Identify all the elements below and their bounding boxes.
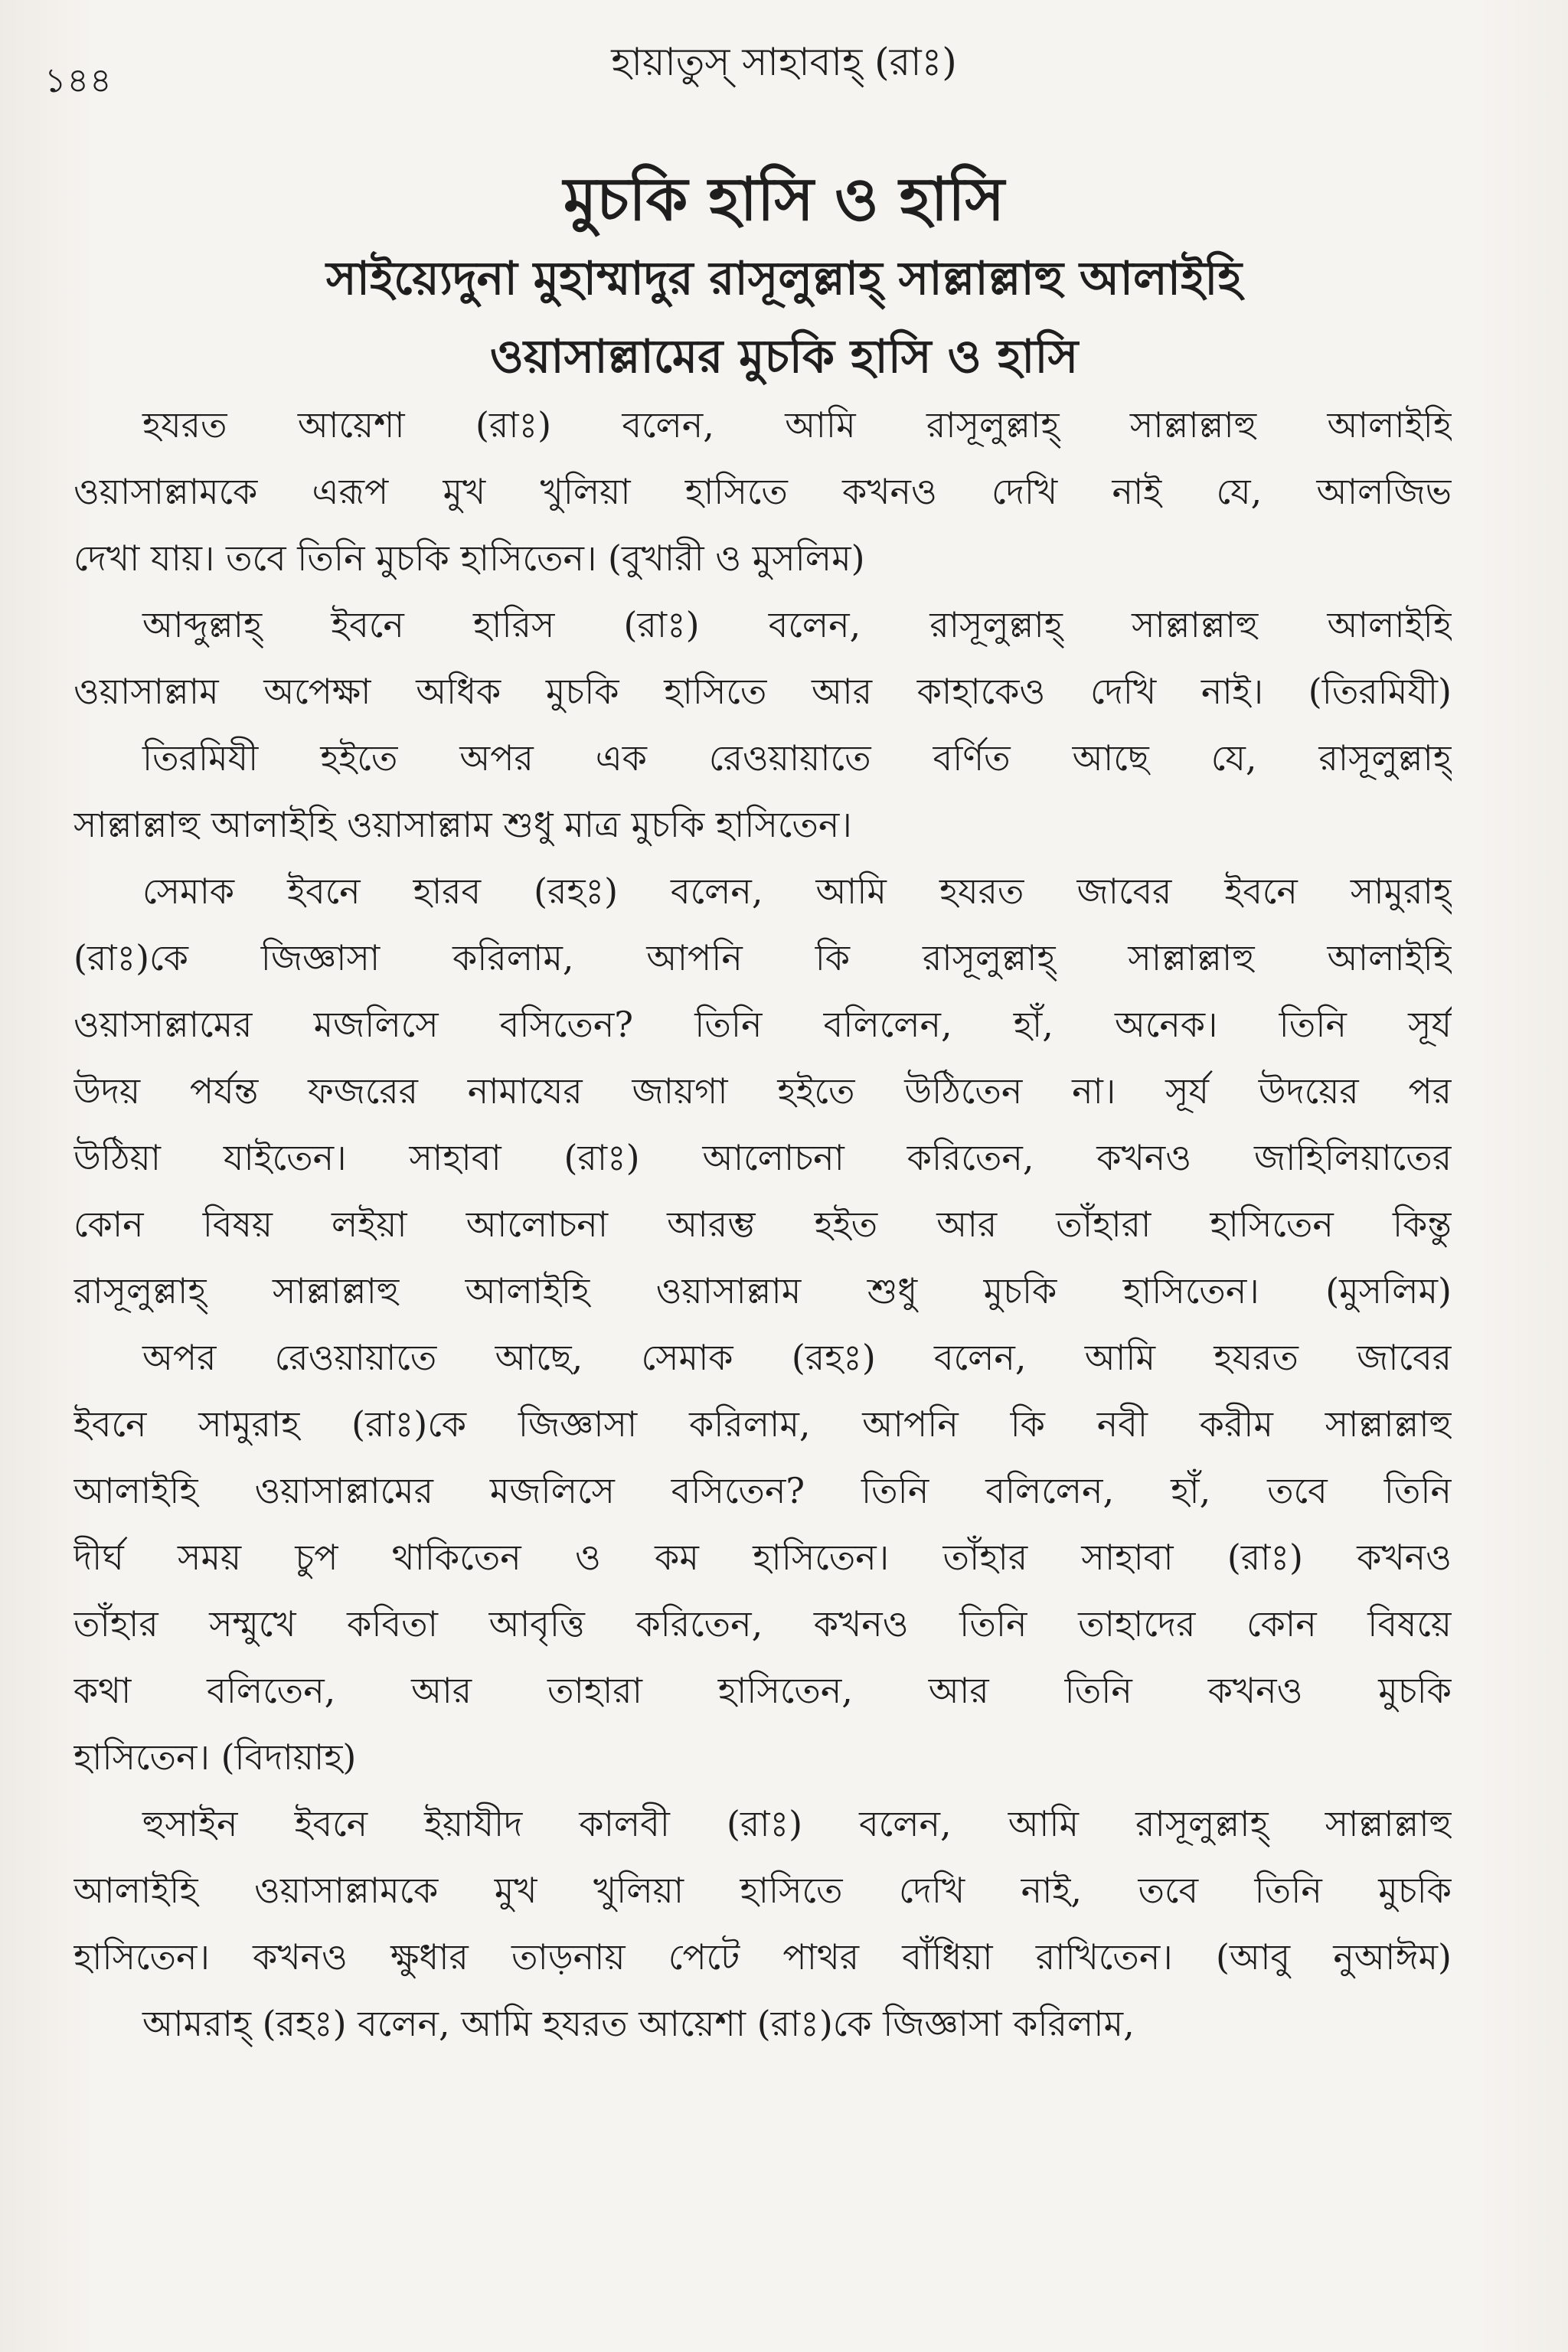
body-line: সেমাক ইবনে হারব (রহঃ) বলেন, আমি হযরত জাবের ইবনে সামুরাহ্ xyxy=(142,871,1452,912)
section-title-line-1: সাইয়্যেদুনা মুহাম্মাদুর রাসূলুল্লাহ্ সাল্লাল্লাহু আলাইহি xyxy=(326,252,1242,305)
body-line: রাসূলুল্লাহ্ সাল্লাল্লাহু আলাইহি ওয়াসাল্লাম শুধু মুচকি হাসিতেন। (মুসলিম) xyxy=(74,1270,1452,1312)
body-line: তাঁহার সম্মুখে কবিতা আবৃত্তি করিতেন, কখনও তিনি তাহাদের কোন বিষয়ে xyxy=(74,1603,1452,1645)
body-line: ওয়াসাল্লাম অপেক্ষা অধিক মুচকি হাসিতে আর কাহাকেও দেখি নাই। (তিরমিযী) xyxy=(74,671,1452,712)
chapter-title: মুচকি হাসি ও হাসি xyxy=(563,165,1005,234)
body-line: আব্দুল্লাহ্ ইবনে হারিস (রাঃ) বলেন, রাসূলুল্লাহ্ সাল্লাল্লাহু আলাইহি xyxy=(142,604,1452,645)
body-line: দীর্ঘ সময় চুপ থাকিতেন ও কম হাসিতেন। তাঁহার সাহাবা (রাঃ) কখনও xyxy=(74,1537,1452,1578)
body-line: হাসিতেন। কখনও ক্ষুধার তাড়নায় পেটে পাথর বাঁধিয়া রাখিতেন। (আবু নুআঈম) xyxy=(74,1936,1452,1978)
body-line: (রাঃ)কে জিজ্ঞাসা করিলাম, আপনি কি রাসূলুল্লাহ্ সাল্লাল্লাহু আলাইহি xyxy=(74,937,1452,978)
body-line: কথা বলিতেন, আর তাহারা হাসিতেন, আর তিনি কখনও মুচকি xyxy=(74,1670,1452,1711)
body-line: দেখা যায়। তবে তিনি মুচকি হাসিতেন। (বুখারী ও মুসলিম) xyxy=(74,537,865,579)
body-line: ওয়াসাল্লামের মজলিসে বসিতেন? তিনি বলিলেন, হাঁ, অনেক। তিনি সূর্য xyxy=(74,1004,1452,1045)
page-number: ১৪৪ xyxy=(44,61,113,100)
body-line: উদয় পর্যন্ত ফজরের নামাযের জায়গা হইতে উঠিতেন না। সূর্য উদয়ের পর xyxy=(74,1070,1452,1112)
body-line: কোন বিষয় লইয়া আলোচনা আরম্ভ হইত আর তাঁহারা হাসিতেন কিন্তু xyxy=(74,1204,1452,1245)
body-line: আলাইহি ওয়াসাল্লামকে মুখ খুলিয়া হাসিতে দেখি নাই, তবে তিনি মুচকি xyxy=(74,1870,1452,1911)
body-line: ইবনে সামুরাহ (রাঃ)কে জিজ্ঞাসা করিলাম, আপনি কি নবী করীম সাল্লাল্লাহু xyxy=(74,1403,1452,1445)
body-line: হযরত আয়েশা (রাঃ) বলেন, আমি রাসূলুল্লাহ্ সাল্লাল্লাহু আলাইহি xyxy=(142,404,1452,446)
body-line: হুসাইন ইবনে ইয়াযীদ কালবী (রাঃ) বলেন, আমি রাসূলুল্লাহ্ সাল্লাল্লাহু xyxy=(142,1803,1452,1844)
body-line: আমরাহ্ (রহঃ) বলেন, আমি হযরত আয়েশা (রাঃ)কে জিজ্ঞাসা করিলাম, xyxy=(142,2003,1135,2044)
section-title-line-2: ওয়াসাল্লামের মুচকি হাসি ও হাসি xyxy=(489,330,1079,384)
running-header-title: হায়াতুস্ সাহাবাহ্ (রাঃ) xyxy=(611,40,957,84)
body-line: আলাইহি ওয়াসাল্লামের মজলিসে বসিতেন? তিনি বলিলেন, হাঁ, তবে তিনি xyxy=(74,1470,1452,1511)
body-text xyxy=(74,392,1452,2057)
body-line: তিরমিযী হইতে অপর এক রেওয়ায়াতে বর্ণিত আছে যে, রাসূলুল্লাহ্ xyxy=(142,737,1452,779)
body-line: হাসিতেন। (বিদায়াহ) xyxy=(74,1736,357,1778)
body-line: সাল্লাল্লাহু আলাইহি ওয়াসাল্লাম শুধু মাত্র মুচকি হাসিতেন। xyxy=(74,804,852,845)
body-line: অপর রেওয়ায়াতে আছে, সেমাক (রহঃ) বলেন, আমি হযরত জাবের xyxy=(142,1337,1452,1378)
body-line: উঠিয়া যাইতেন। সাহাবা (রাঃ) আলোচনা করিতেন, কখনও জাহিলিয়াতের xyxy=(74,1137,1452,1178)
body-line: ওয়াসাল্লামকে এরূপ মুখ খুলিয়া হাসিতে কখনও দেখি নাই যে, আলজিভ xyxy=(74,471,1452,512)
